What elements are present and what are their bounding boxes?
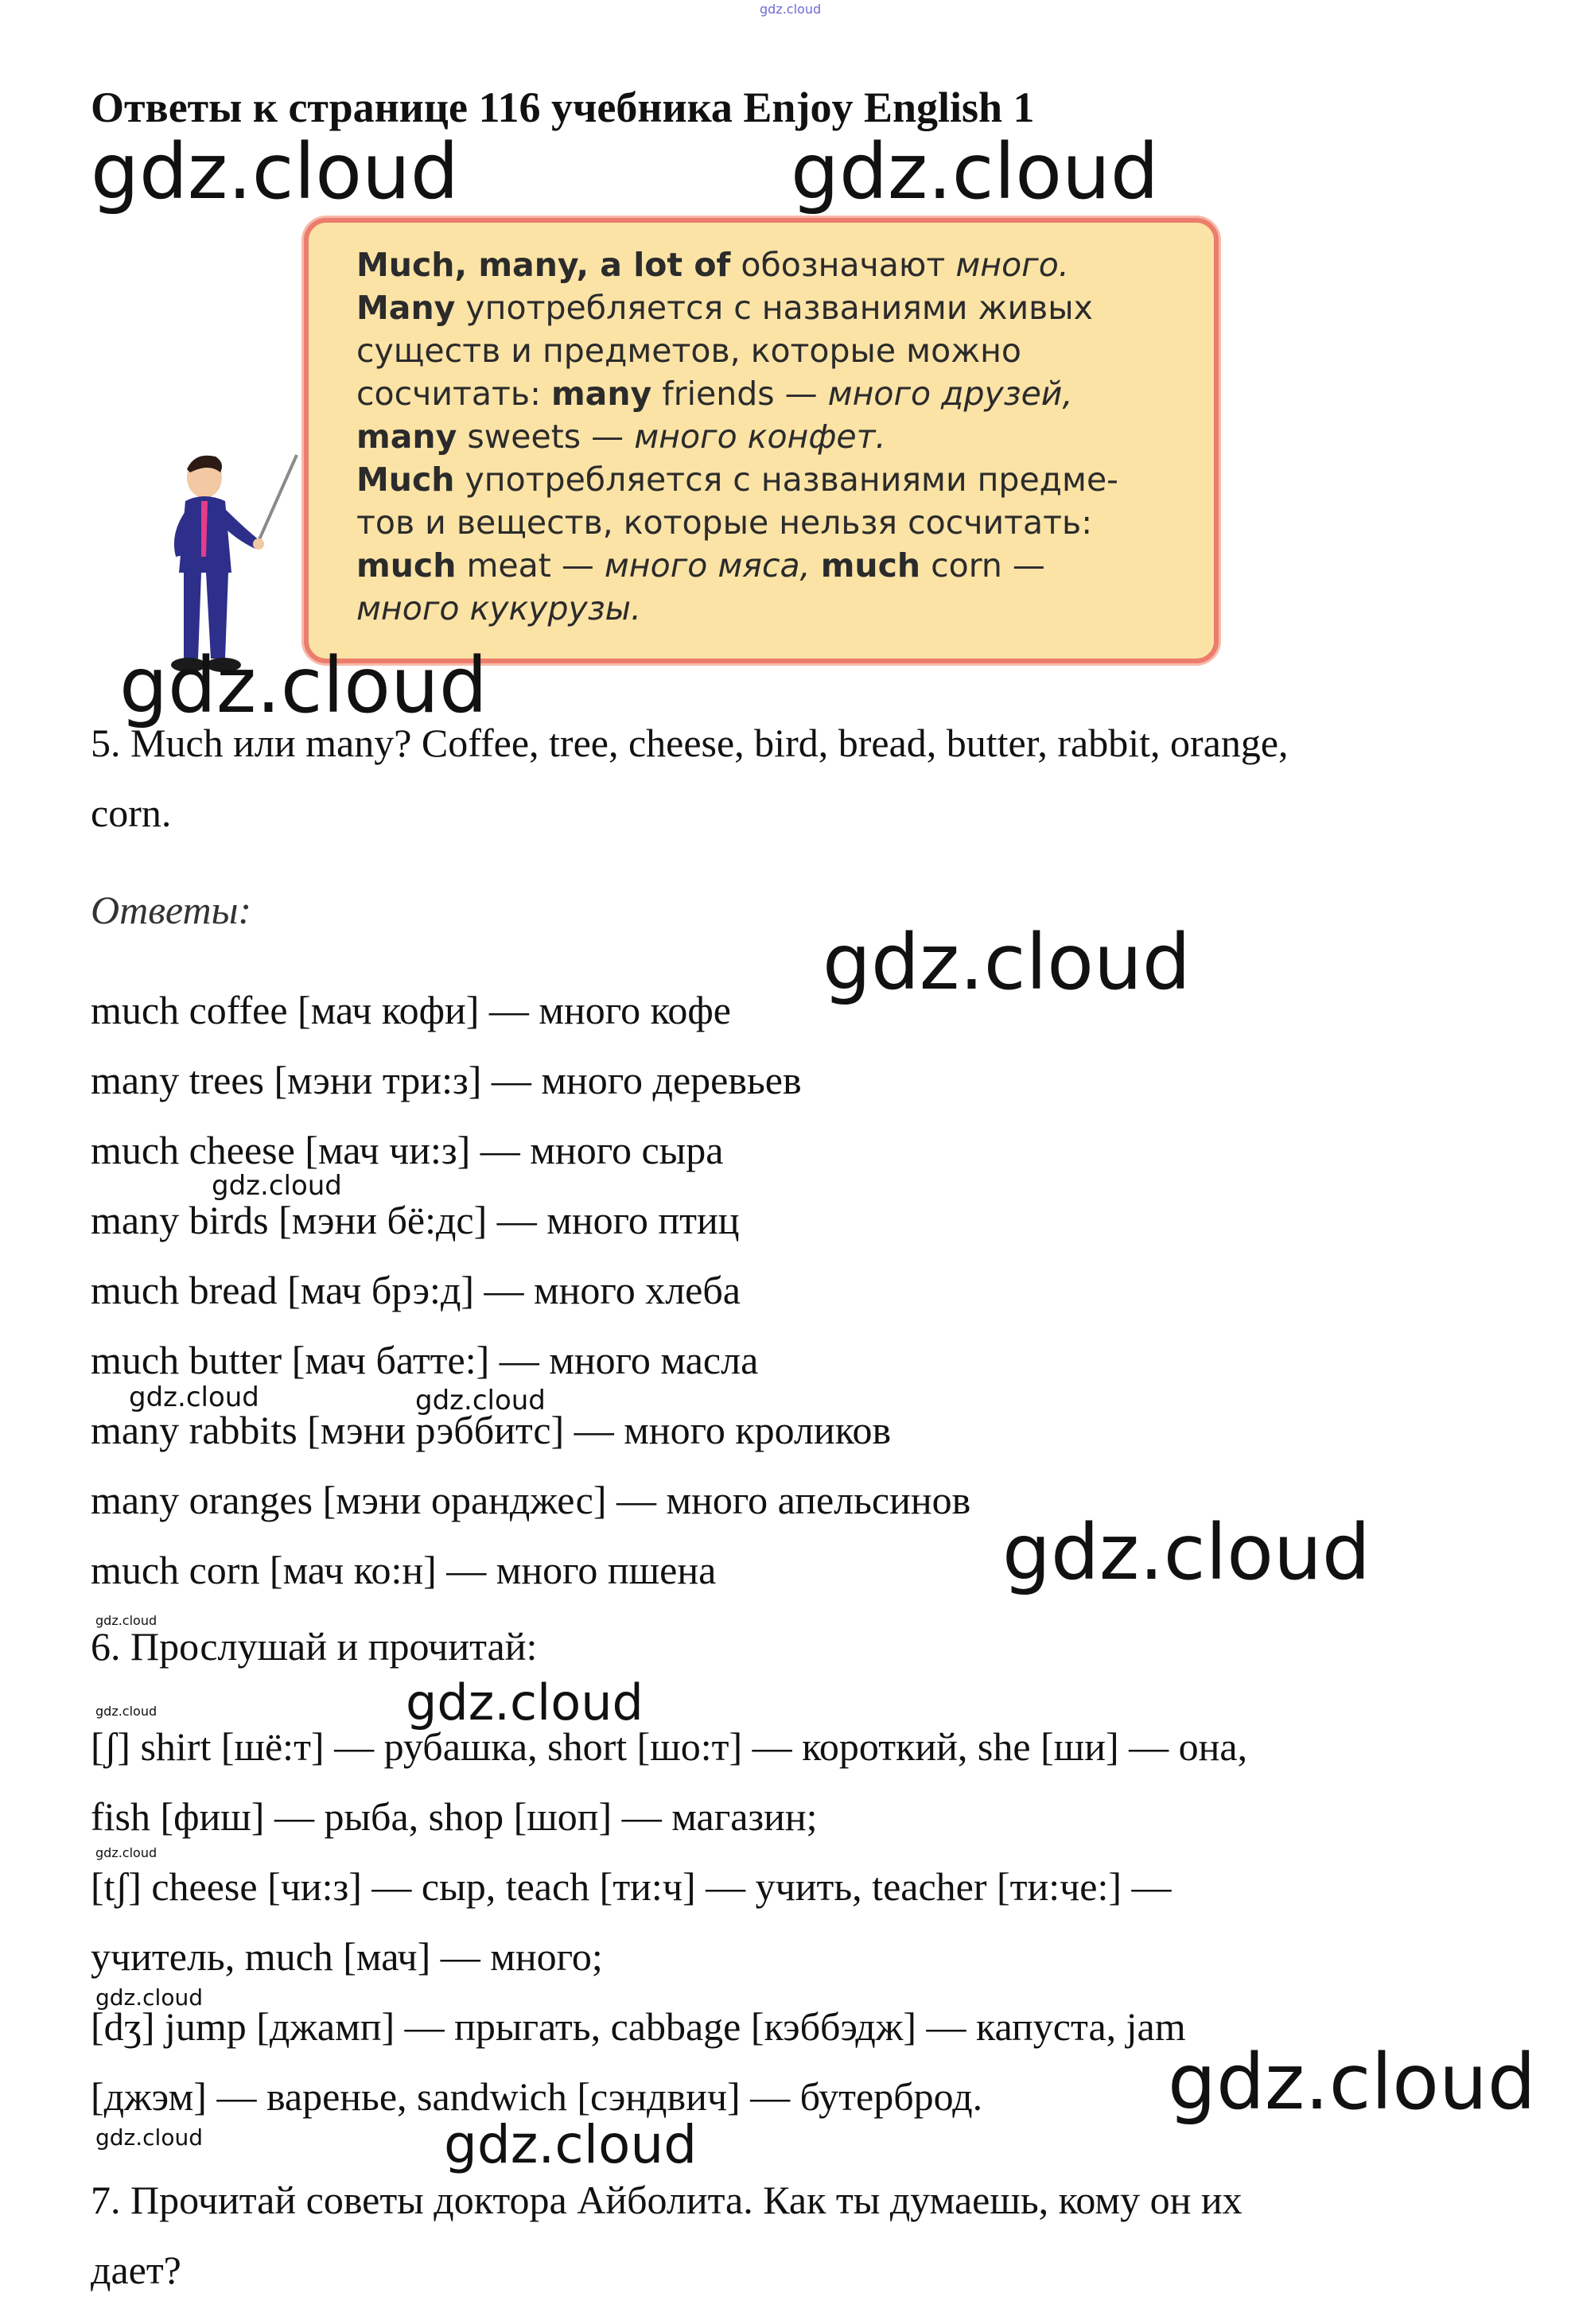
watermark: gdz.cloud [1168,2038,1536,2127]
rule-line [356,501,1182,544]
exercise6-line: fish [фиш] — рыба, shop [шоп] — магазин; [91,1794,818,1839]
rule-segment: много конфет. [634,418,886,456]
rule-segment: Much, many, a lot of [356,246,731,284]
rule-segment: тов и веществ, которые нельзя сосчитать: [356,503,1093,542]
rule-line [356,587,1182,630]
answer-line: much coffee [мач кофи] — много кофе [91,988,731,1032]
rule-segment: many [356,418,457,456]
rule-line [356,329,1182,372]
answers-label: Ответы: [91,888,252,932]
watermark: gdz.cloud [822,918,1191,1007]
exercise5-prompt: 5. Much или many? Coffee, tree, cheese, bird, bread, butter, rabbit, orange, [91,721,1289,765]
exercise6-line: [dʒ] jump [джамп] — прыгать, cabbage [кэббэдж] — капуста, jam [91,2004,1186,2049]
exercise7-prompt-cont: дает? [91,2248,181,2292]
watermark: gdz.cloud [95,1845,158,1860]
exercise6-line: [джэм] — варенье, sandwich [сэндвич] — бутерброд. [91,2074,983,2119]
answer-line: many rabbits [мэни рэббитс] — много кроликов [91,1408,892,1452]
rule-segment: существ и предметов, которые можно [356,332,1022,370]
rule-line [356,243,1182,286]
rule-segment: употребляется с названиями предме- [454,461,1118,499]
watermark: gdz.cloud [1002,1508,1371,1597]
watermark: gdz.cloud [791,127,1159,216]
rule-segment: много кукурузы. [356,589,642,628]
page-title: Ответы к странице 116 учебника Enjoy English 1 [91,84,1035,131]
watermark: gdz.cloud [95,1613,158,1628]
rule-segment: много друзей, [827,375,1073,413]
rule-segment [811,546,821,585]
answer-line: much butter [мач батте:] — много масла [91,1338,759,1382]
rule-line [356,544,1182,587]
rule-segment: much [820,546,921,585]
top-watermark: gdz.cloud [760,2,822,17]
exercise6-line: [tʃ] cheese [чи:з] — сыр, teach [ти:ч] — учить, teacher [ти:че:] — [91,1864,1172,1909]
rule-segment: много. [955,246,1069,284]
rule-segment: many [550,375,652,413]
rule-segment: much [356,546,457,585]
exercise6-line: учитель, much [мач] — много; [91,1934,603,1979]
answer-line: much bread [мач брэ:д] — много хлеба [91,1268,741,1312]
rule-segment: Many [356,289,456,327]
grammar-rule-text [356,243,1182,630]
watermark: gdz.cloud [95,2124,203,2151]
answer-line: many trees [мэни три:з] — много деревьев [91,1058,802,1102]
rule-line [356,458,1182,501]
exercise5-prompt-cont: corn. [91,791,172,835]
watermark: gdz.cloud [119,641,488,730]
rule-segment: corn — [920,546,1045,585]
rule-segment: употребляется с названиями живых [455,289,1093,327]
rule-line [356,286,1182,329]
grammar-rule-box [304,218,1219,663]
exercise6-line: [ʃ] shirt [шё:т] — рубашка, short [шо:т] — короткий, she [ши] — она, [91,1724,1248,1769]
answer-line: much cheese [мач чи:з] — много сыра [91,1128,724,1172]
watermark: gdz.cloud [415,1385,546,1417]
watermark: gdz.cloud [91,127,459,216]
answer-line: many oranges [мэни оранджес] — много апельсинов [91,1478,971,1522]
watermark: gdz.cloud [95,1984,203,2011]
watermark: gdz.cloud [406,1673,644,1731]
rule-segment: sweets — [457,418,635,456]
watermark: gdz.cloud [212,1170,342,1202]
rule-segment: meat — [456,546,605,585]
rule-line [356,372,1182,415]
answer-line: much corn [мач ко:н] — много пшена [91,1548,717,1592]
exercise6-heading: 6. Прослушай и прочитай: [91,1624,538,1669]
watermark: gdz.cloud [129,1382,259,1413]
rule-segment: friends — [651,375,828,413]
rule-segment: сосчитать: [356,375,551,413]
rule-segment: обозначают [730,246,956,284]
watermark: gdz.cloud [95,1704,158,1719]
rule-segment: Much [356,461,455,499]
rule-segment: много мяса, [604,546,811,585]
watermark: gdz.cloud [444,2114,698,2175]
exercise7-prompt: 7. Прочитай советы доктора Айболита. Как ты думаешь, кому он их [91,2178,1242,2222]
answer-line: many birds [мэни бё:дс] — много птиц [91,1198,740,1242]
rule-line [356,415,1182,458]
